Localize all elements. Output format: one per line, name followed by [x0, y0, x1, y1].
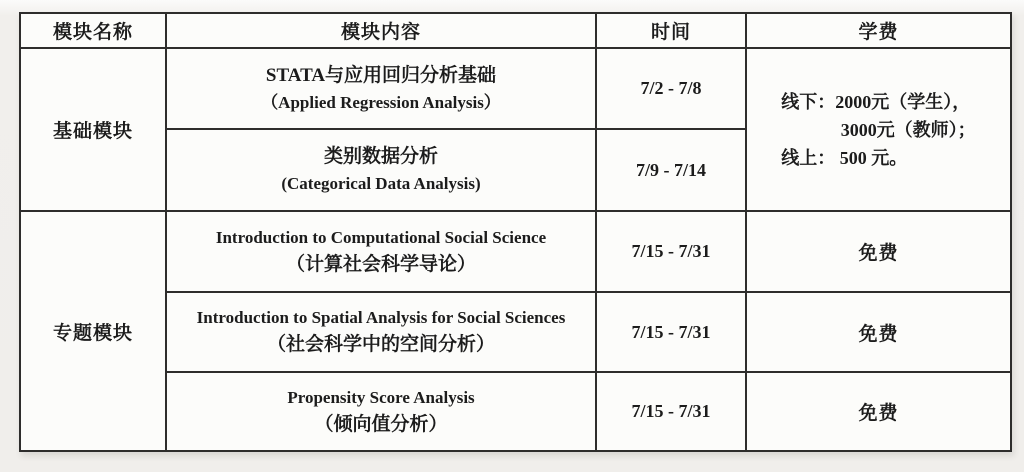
course-cell-spatial — [166, 292, 596, 372]
course-time: 7/9 - 7/14 — [596, 129, 746, 211]
course-time: 7/15 - 7/31 — [596, 292, 746, 372]
course-title-zh: 类别数据分析 — [323, 146, 438, 167]
course-fee: 免费 — [746, 292, 1011, 372]
module-topics-label: 专题模块 — [20, 211, 166, 451]
course-title-en: Introduction to Spatial Analysis for Social Sciences — [196, 308, 566, 327]
table-row — [20, 48, 1011, 129]
fee-line-online: 线上： 500 元。 — [781, 147, 908, 168]
course-cell-propensity — [166, 372, 596, 451]
header-tuition: 学费 — [746, 13, 1011, 48]
course-title-zh: （计算社会科学导论） — [285, 253, 476, 275]
fee-line-teacher: 3000元（教师）； — [840, 119, 976, 140]
header-module-name: 模块名称 — [20, 13, 166, 48]
course-title-en: Propensity Score Analysis — [287, 387, 475, 407]
table-row — [20, 372, 1011, 451]
course-title-zh: STATA与应用回归分析基础 — [265, 64, 497, 86]
course-title-en: Introduction to Computational Social Science — [215, 227, 547, 247]
module-basic-label: 基础模块 — [20, 48, 166, 211]
course-fee: 免费 — [746, 372, 1011, 451]
course-time: 7/15 - 7/31 — [596, 372, 746, 451]
course-time: 7/2 - 7/8 — [596, 48, 746, 129]
fee-line-offline: 线下：2000元（学生）， — [781, 91, 971, 112]
header-module-content: 模块内容 — [166, 13, 596, 48]
table-header-row — [20, 13, 1011, 48]
course-title-en: （Applied Regression Analysis） — [261, 92, 501, 112]
course-title-en: (Categorical Data Analysis) — [281, 174, 481, 193]
basic-fee-cell — [746, 48, 1011, 211]
course-title-zh: （社会科学中的空间分析） — [266, 334, 495, 355]
course-cell-computational — [166, 211, 596, 292]
course-cell-categorical — [166, 129, 596, 211]
table-row — [20, 292, 1011, 372]
course-fee: 免费 — [746, 211, 1011, 292]
header-time: 时间 — [596, 13, 746, 48]
course-schedule-table — [19, 12, 1012, 452]
table-row — [20, 211, 1011, 292]
course-time: 7/15 - 7/31 — [596, 211, 746, 292]
course-cell-stata — [166, 48, 596, 129]
fee-text-block — [781, 88, 975, 172]
course-title-zh: （倾向值分析） — [314, 413, 448, 435]
